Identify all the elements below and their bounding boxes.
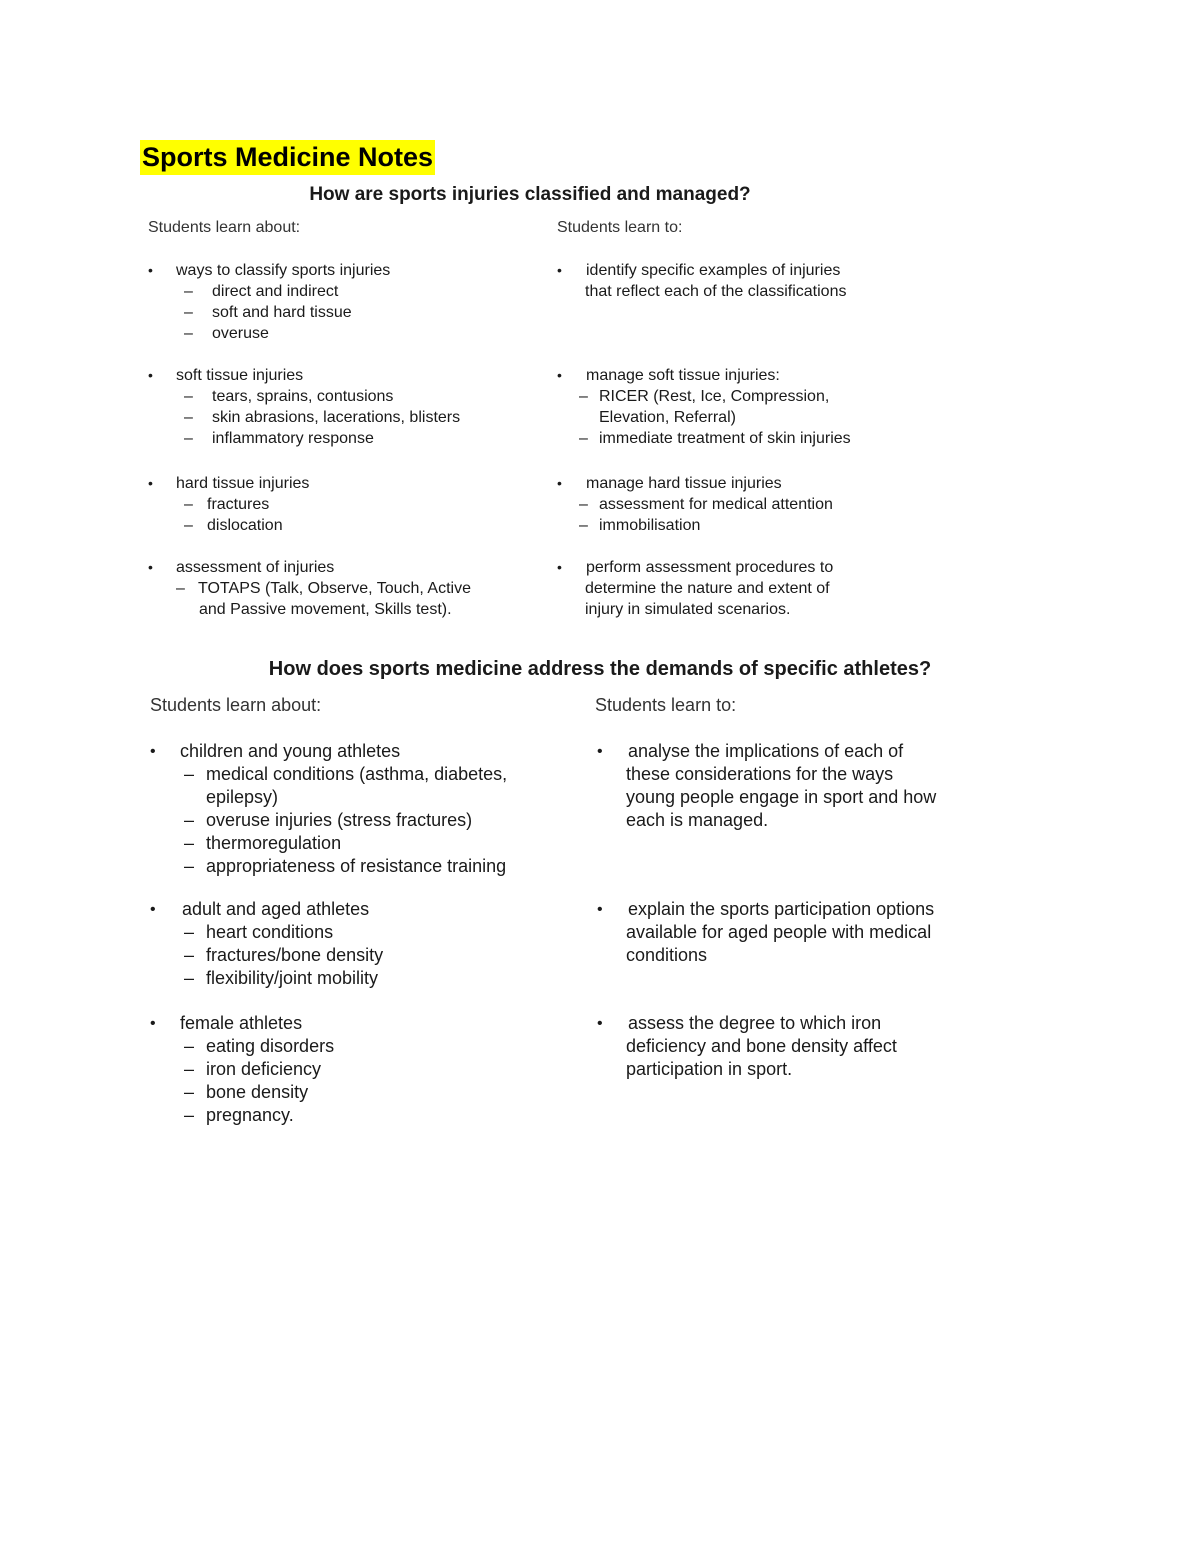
learn-about-item	[148, 557, 471, 620]
bullet-text: manage hard tissue injuries	[586, 475, 782, 492]
bullet-text: assessment of injuries	[176, 559, 335, 576]
dash-icon: –	[579, 496, 588, 513]
learn-to-header: Students learn to:	[557, 219, 683, 236]
dash-icon: –	[184, 430, 193, 447]
learn-about-item	[150, 1012, 334, 1127]
learn-about-item	[148, 473, 309, 536]
bullet-icon: •	[148, 262, 153, 278]
sub-item-text: RICER (Rest, Ice, Compression,	[599, 388, 830, 405]
sub-item-text: epilepsy)	[206, 787, 279, 807]
bullet-text: female athletes	[180, 1013, 303, 1033]
learn-about-item	[150, 898, 383, 990]
bullet-icon: •	[148, 367, 153, 383]
sub-item-text: appropriateness of resistance training	[206, 856, 507, 876]
bullet-icon: •	[597, 1015, 603, 1032]
bullet-icon: •	[148, 559, 153, 575]
bullet-text: hard tissue injuries	[176, 475, 310, 492]
bullet-icon: •	[557, 559, 562, 575]
sub-item-text: TOTAPS (Talk, Observe, Touch, Active	[198, 580, 471, 597]
bullet-text: children and young athletes	[180, 741, 401, 761]
sub-item-text: eating disorders	[206, 1036, 335, 1056]
sub-item-text: tears, sprains, contusions	[212, 388, 394, 405]
dash-icon: –	[184, 856, 195, 876]
bullet-icon: •	[557, 367, 562, 383]
sub-item-text: inflammatory response	[212, 430, 374, 447]
bullet-continuation: each is managed.	[626, 810, 769, 830]
bullet-continuation: conditions	[626, 945, 708, 965]
sub-item-text: pregnancy.	[206, 1105, 294, 1125]
dash-icon: –	[184, 764, 195, 784]
dash-icon: –	[184, 388, 193, 405]
sub-item-text: assessment for medical attention	[599, 496, 833, 513]
bullet-continuation: that reflect each of the classifications	[585, 283, 847, 300]
bullet-text: explain the sports participation options	[628, 899, 935, 919]
sub-item-text: iron deficiency	[206, 1059, 322, 1079]
sub-item-text: and Passive movement, Skills test).	[199, 601, 452, 618]
bullet-continuation: available for aged people with medical	[626, 922, 932, 942]
bullet-icon: •	[597, 743, 603, 760]
dash-icon: –	[184, 409, 193, 426]
dash-icon: –	[184, 833, 195, 853]
sub-item-text: direct and indirect	[212, 283, 339, 300]
learn-to-item	[557, 365, 851, 449]
bullet-continuation: deficiency and bone density affect	[626, 1036, 897, 1056]
sub-item-text: overuse injuries (stress fractures)	[206, 810, 473, 830]
learn-about-item	[148, 365, 460, 449]
dash-icon: –	[184, 325, 193, 342]
bullet-text: manage soft tissue injuries:	[586, 367, 780, 384]
learn-to-header: Students learn to:	[595, 695, 737, 715]
dash-icon: –	[176, 580, 185, 597]
sub-item-text: overuse	[212, 325, 269, 342]
sub-item-text: medical conditions (asthma, diabetes,	[206, 764, 508, 784]
dash-icon: –	[184, 283, 193, 300]
bullet-text: identify specific examples of injuries	[586, 262, 841, 279]
dash-icon: –	[184, 945, 195, 965]
bullet-text: analyse the implications of each of	[628, 741, 904, 761]
sub-item-text: fractures/bone density	[206, 945, 384, 965]
sub-item-text: dislocation	[207, 517, 283, 534]
learn-to-item	[557, 557, 833, 620]
bullet-icon: •	[150, 1015, 156, 1032]
bullet-text: assess the degree to which iron	[628, 1013, 882, 1033]
dash-icon: –	[579, 517, 588, 534]
bullet-icon: •	[150, 743, 156, 760]
section-heading: How does sports medicine address the demands of specific athletes?	[268, 658, 932, 680]
learn-about-header: Students learn about:	[148, 219, 301, 236]
sub-item-text: Elevation, Referral)	[599, 409, 736, 426]
sub-item-text: fractures	[207, 496, 270, 513]
bullet-icon: •	[150, 901, 156, 918]
learn-to-item	[557, 260, 846, 302]
learn-to-item	[597, 1012, 897, 1081]
bullet-text: ways to classify sports injuries	[176, 262, 391, 279]
dash-icon: –	[184, 922, 195, 942]
dash-icon: –	[579, 388, 588, 405]
learn-to-item	[597, 740, 936, 832]
sub-item-text: heart conditions	[206, 922, 334, 942]
sub-item-text: thermoregulation	[206, 833, 342, 853]
bullet-text: soft tissue injuries	[176, 367, 304, 384]
bullet-icon: •	[557, 262, 562, 278]
dash-icon: –	[184, 810, 195, 830]
dash-icon: –	[184, 1105, 195, 1125]
bullet-icon: •	[148, 475, 153, 491]
page-title: Sports Medicine Notes	[140, 140, 435, 175]
bullet-continuation: these considerations for the ways	[626, 764, 894, 784]
sub-item-text: bone density	[206, 1082, 309, 1102]
sub-item-text: flexibility/joint mobility	[206, 968, 379, 988]
sub-item-text: immobilisation	[599, 517, 701, 534]
sub-item-text: skin abrasions, lacerations, blisters	[212, 409, 461, 426]
learn-to-item	[597, 898, 934, 967]
learn-to-item	[557, 473, 833, 536]
learn-about-item	[148, 260, 390, 344]
bullet-icon: •	[597, 901, 603, 918]
bullet-continuation: participation in sport.	[626, 1059, 793, 1079]
sub-item-text: soft and hard tissue	[212, 304, 352, 321]
dash-icon: –	[184, 1036, 195, 1056]
bullet-text: perform assessment procedures to	[586, 559, 834, 576]
learn-about-header: Students learn about:	[150, 695, 322, 715]
bullet-icon: •	[557, 475, 562, 491]
dash-icon: –	[184, 517, 193, 534]
bullet-continuation: injury in simulated scenarios.	[585, 601, 791, 618]
dash-icon: –	[579, 430, 588, 447]
dash-icon: –	[184, 1082, 195, 1102]
sub-item-text: immediate treatment of skin injuries	[599, 430, 851, 447]
bullet-continuation: determine the nature and extent of	[585, 580, 830, 597]
bullet-text: adult and aged athletes	[182, 899, 370, 919]
learn-about-item	[150, 740, 507, 878]
dash-icon: –	[184, 496, 193, 513]
dash-icon: –	[184, 968, 195, 988]
section-heading: How are sports injuries classified and managed?	[309, 184, 751, 205]
dash-icon: –	[184, 304, 193, 321]
dash-icon: –	[184, 1059, 195, 1079]
bullet-continuation: young people engage in sport and how	[626, 787, 937, 807]
